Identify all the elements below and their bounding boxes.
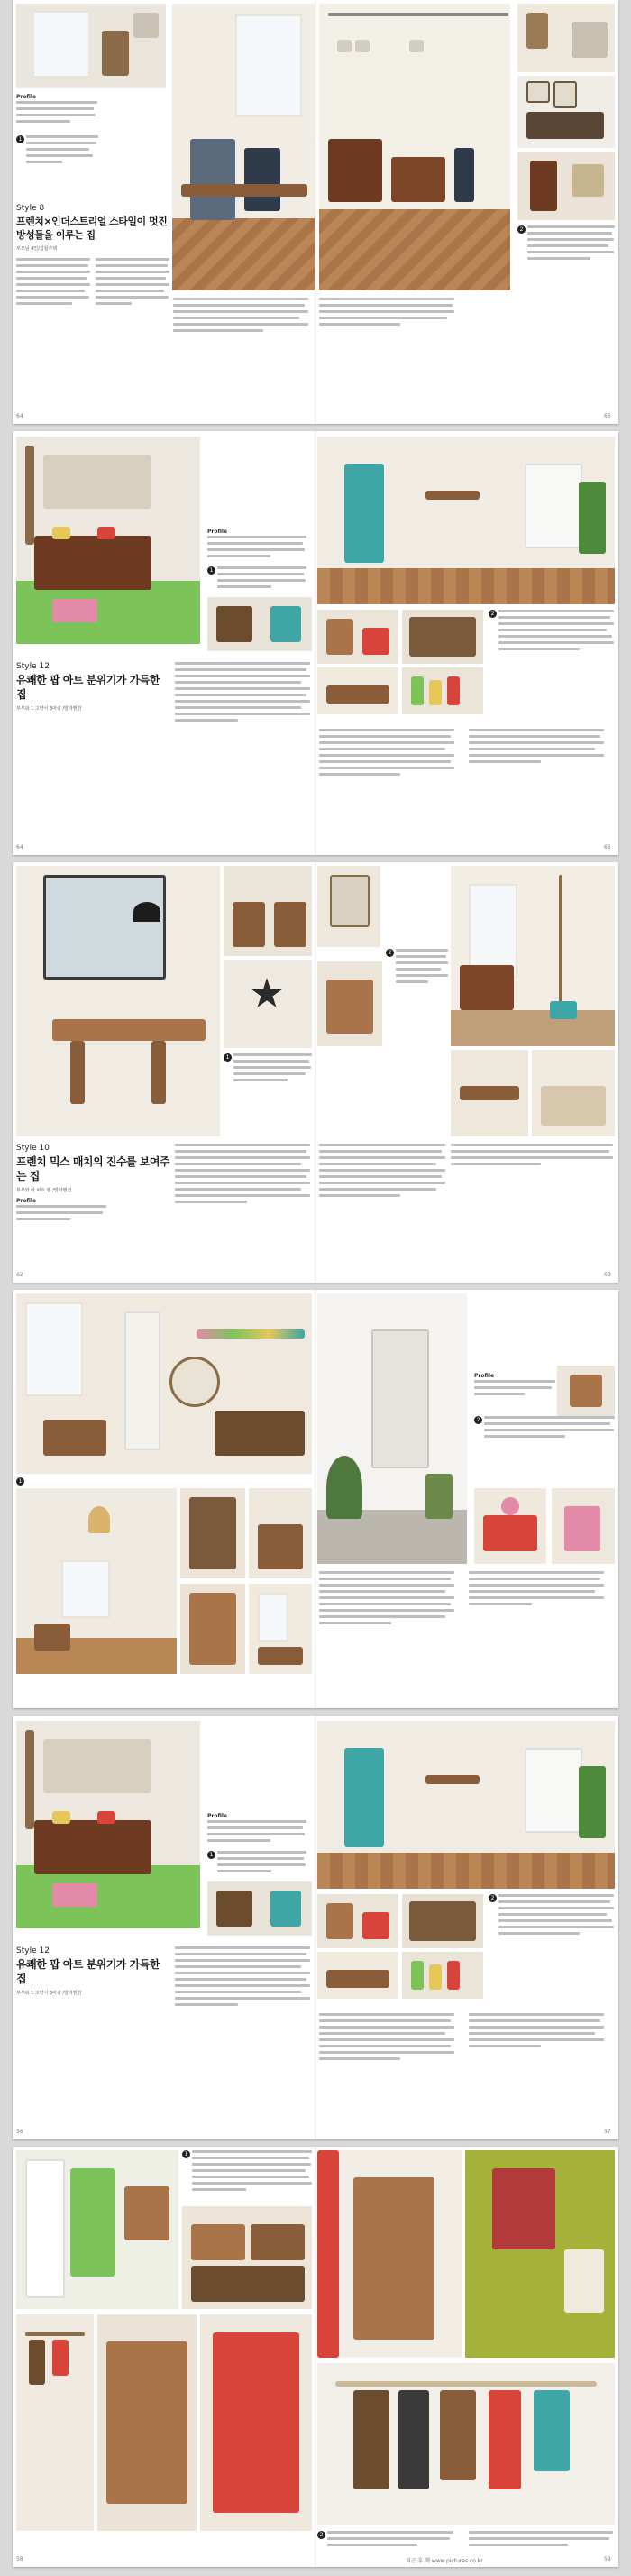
spread-4 [13, 1290, 618, 1708]
photo-cabinet-red [317, 1894, 398, 1948]
profile-label: Profile [474, 1373, 495, 1379]
page-number-left: 64 [16, 413, 23, 419]
photo-kitchen-shelf [317, 961, 382, 1046]
photo-white-patio [317, 1293, 467, 1564]
caption-3 [469, 2531, 613, 2550]
photo-number-2: 2 [317, 2531, 325, 2539]
profile-label: Profile [207, 1813, 228, 1819]
photo-red-locker [200, 2314, 312, 2531]
page-right [316, 1716, 618, 2139]
caption-2 [498, 610, 614, 654]
photo-number-1: 1 [16, 135, 24, 143]
caption-2 [498, 1894, 614, 1938]
page-number-left: 62 [16, 1272, 23, 1278]
photo-shelf-2 [180, 1584, 245, 1674]
profile-text [207, 1820, 306, 1845]
photo-number-1: 1 [224, 1053, 232, 1062]
profile-label: Profile [207, 529, 228, 535]
photo-teal-door-room [317, 437, 615, 604]
photo-cabinet-red [317, 610, 398, 664]
body-text-right-col1 [319, 729, 454, 779]
caption-2 [484, 1416, 615, 1441]
page-number-right: 63 [604, 1272, 611, 1278]
profile-text [16, 101, 97, 126]
byline: 부부와 1 고양이 3마리 /빌라맨션 [16, 706, 82, 712]
photo-number-2: 2 [474, 1416, 482, 1424]
page-left [13, 1716, 316, 2139]
photo-number-1: 1 [16, 1477, 24, 1486]
photo-shelf-items [402, 1894, 483, 1948]
spread-6 [13, 2147, 618, 2567]
page-right [316, 431, 618, 855]
profile-text [16, 1205, 106, 1224]
page-right [316, 1290, 618, 1708]
caption-2 [527, 225, 615, 263]
profile-text [207, 536, 306, 561]
photo-doorway-cabinet [317, 2150, 462, 2358]
page-left [13, 0, 316, 424]
spread-5 [13, 1716, 618, 2139]
page-number-right: 65 [604, 413, 611, 419]
photo-dining-family [172, 4, 315, 290]
caption-1 [217, 566, 306, 592]
body-text-right-col2 [469, 729, 604, 767]
page-number-left: 56 [16, 2129, 23, 2135]
byline: 부모님 4인/집합주택 [16, 246, 58, 252]
photo-number-2: 2 [386, 949, 394, 957]
photo-olive-wall-art [465, 2150, 615, 2358]
photo-bottles [402, 667, 483, 714]
photo-living-sofa [319, 4, 510, 290]
photo-chairs-small [224, 866, 312, 956]
body-text-col1 [175, 1946, 310, 2010]
caption-2 [396, 949, 448, 987]
style-label: Style 10 [16, 1144, 50, 1153]
profile-label: Profile [16, 1198, 37, 1204]
headline: 유쾌한 팝 아트 분위기가 가득한 집 [16, 674, 160, 701]
style-label: Style 8 [16, 204, 45, 213]
photo-hooks [16, 2314, 94, 2531]
body-text-right [319, 1144, 445, 1201]
headline: 프렌치 믹스 매치의 진수를 보여주는 집 [16, 1155, 170, 1182]
body-text-right-col2 [469, 2013, 604, 2051]
headline: 유쾌한 팝 아트 분위기가 가득한 집 [16, 1958, 160, 1985]
photo-dining-lamp [16, 866, 220, 1136]
page-right [316, 862, 618, 1283]
caption-1 [217, 1851, 306, 1876]
photo-right-detail [517, 152, 615, 220]
photo-bottles [402, 1952, 483, 1999]
photo-small-shelf [207, 597, 312, 651]
photo-books-shelf [180, 1488, 245, 1578]
photo-cabinet-wood [97, 2314, 197, 2531]
footer-credit: 퇴근 후 책 www.pictures.co.kr [406, 2558, 483, 2564]
page-left [13, 431, 316, 855]
body-text-right-col1 [319, 2013, 454, 2064]
body-text-col1 [16, 258, 90, 308]
page-number-right: 65 [604, 844, 611, 851]
body-text-right-col2 [451, 1144, 613, 1169]
page-left [13, 862, 316, 1283]
photo-armchair-tree [451, 866, 615, 1046]
photo-pink-bag [552, 1488, 615, 1564]
byline: 부부와 아 파트 맨 /빌라맨션 [16, 1188, 72, 1193]
byline: 부부와 1 고양이 3마리 /빌라맨션 [16, 1991, 82, 1996]
body-text-col3 [173, 298, 308, 336]
photo-red-table [474, 1488, 546, 1564]
caption-1 [26, 135, 98, 167]
page-number-left: 58 [16, 2556, 23, 2562]
photo-storage-crates [182, 2206, 312, 2309]
photo-number-1: 1 [182, 2150, 190, 2158]
body-text-right-col1 [319, 1571, 454, 1628]
photo-small-shelf [207, 1881, 312, 1936]
photo-window-table [249, 1584, 312, 1674]
caption-1 [192, 2150, 312, 2194]
profile-text [474, 1380, 555, 1399]
body-text-right [319, 298, 454, 329]
photo-right-top-small [557, 1366, 615, 1416]
body-text-col2 [96, 258, 169, 308]
photo-number-2: 2 [489, 1894, 497, 1902]
spread-2 [13, 431, 618, 855]
photo-bedroom [532, 1050, 615, 1136]
photo-corner-desk [317, 1952, 398, 1999]
page-number-right: 57 [604, 2129, 611, 2135]
page-number-left: 64 [16, 844, 23, 851]
photo-number-1: 1 [207, 1851, 215, 1859]
photo-right-top [517, 4, 615, 72]
photo-sofa-green-rug [16, 437, 200, 644]
photo-chandelier-room [16, 1488, 177, 1674]
photo-sofa-green-rug [16, 1721, 200, 1928]
photo-number-2: 2 [489, 610, 497, 618]
photo-desk-chair [249, 1488, 312, 1578]
caption-2 [327, 2531, 453, 2550]
profile-label: Profile [16, 94, 37, 100]
body-text-col1 [175, 1144, 310, 1207]
body-text-right-col2 [469, 1571, 604, 1609]
style-label: Style 12 [16, 1946, 50, 1955]
photo-right-frames [517, 76, 615, 148]
page-left [13, 2147, 316, 2567]
photo-mirror-room [317, 866, 380, 947]
photo-window-chair [16, 4, 166, 88]
photo-star-wall [224, 960, 312, 1048]
caption-1 [233, 1053, 312, 1085]
photo-desk-corner [451, 1050, 528, 1136]
page-left [13, 1290, 316, 1708]
photo-number-1: 1 [207, 566, 215, 575]
photo-teal-door-room [317, 1721, 615, 1889]
spread-3 [13, 862, 618, 1283]
photo-shelf-items [402, 610, 483, 664]
body-text-col1 [175, 662, 310, 725]
photo-green-kitchen [16, 2150, 178, 2309]
page-right [316, 2147, 618, 2567]
page-number-right: 59 [604, 2556, 611, 2562]
photo-clock-garland [16, 1293, 312, 1474]
headline: 프렌치×인더스트리얼 스타일이 멋진 방성들을 이루는 집 [16, 216, 168, 241]
photo-coats-hanger [317, 2363, 615, 2525]
page-right [316, 0, 618, 424]
style-label: Style 12 [16, 662, 50, 671]
photo-number-2: 2 [517, 225, 526, 234]
spread-1 [13, 0, 618, 424]
photo-corner-desk [317, 667, 398, 714]
